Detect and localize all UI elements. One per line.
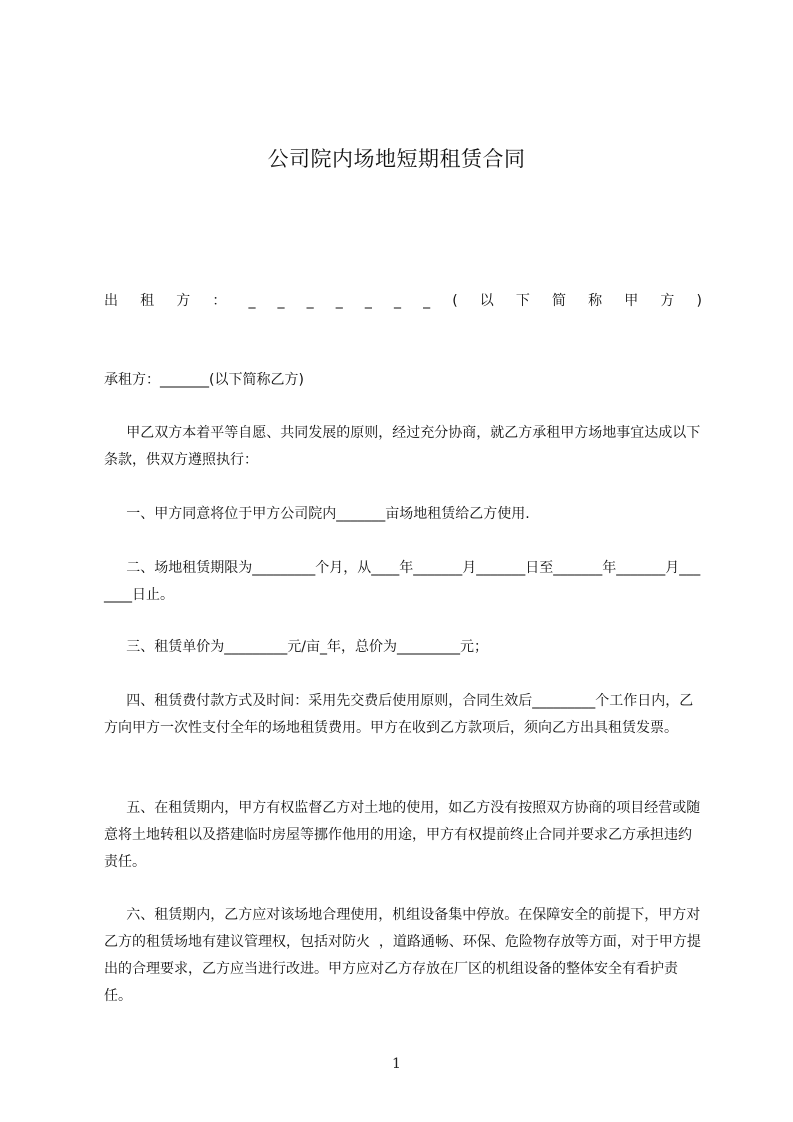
lessor-char: _	[335, 293, 343, 309]
lessor-char: )	[696, 293, 702, 309]
intro-paragraph: 甲乙双方本着平等自愿、共同发展的原则，经过充分协商，就乙方承租甲方场地事宜达成以下条款，供双方遵照执行：	[104, 425, 701, 468]
clause-6: 六、租赁期内，乙方应对该场地合理使用，机组设备集中停放。在保障安全的前提下，甲方对乙方的租赁场地有建议管理权，包括对防火 ，道路通畅、环保、危险物存放等方面，对于甲方提出的合理要求，乙方应当进行改进。甲方应对乙方存放在厂区的机组设备的整体安全有看护责任。	[104, 907, 701, 1004]
lessor-char: _	[393, 293, 401, 309]
lessor-char: 甲	[624, 293, 639, 309]
clause-4: 四、租赁费付款方式及时间：采用先交费后使用原则，合同生效后_________个工作日内，乙方向甲方一次性支付全年的场地租赁费用。甲方在收到乙方款项后，须向乙方出具租赁发票。	[104, 693, 694, 736]
lessor-char: _	[364, 293, 372, 309]
lessor-char: _	[248, 293, 256, 309]
page-number: 1	[392, 1056, 401, 1072]
lessor-char: 方	[176, 293, 191, 309]
clause-1: 一、甲方同意将位于甲方公司院内_______亩场地租赁给乙方使用.	[104, 506, 530, 522]
lessor-char: _	[423, 293, 431, 309]
lessor-char: _	[306, 293, 314, 309]
lessor-char: 简	[552, 293, 566, 309]
lessor-line	[104, 290, 702, 312]
lessor-char: ：	[212, 293, 227, 309]
lessor-char: 以	[479, 293, 494, 309]
lessor-char: _	[277, 293, 285, 309]
lessor-char: 出	[104, 293, 118, 309]
lessor-char: 称	[588, 293, 603, 309]
clause-3: 三、租赁单价为_________元/亩_年，总价为_________元；	[104, 639, 488, 655]
lessor-char: 下	[515, 293, 530, 309]
lessor-char: (	[452, 293, 458, 309]
contract-title: 公司院内场地短期租赁合同	[267, 147, 526, 171]
lessee-line: 承租方：_______(以下简称乙方)	[104, 372, 304, 388]
lessor-char: 租	[140, 293, 155, 309]
lessor-char: 方	[660, 293, 675, 309]
clause-2: 二、场地租赁期限为_________个月，从____年_______月_______日至_______年_______月_______日止。	[104, 560, 701, 603]
clause-5: 五、在租赁期内，甲方有权监督乙方对土地的使用，如乙方没有按照双方协商的项目经营或随意将土地转租以及搭建临时房屋等挪作他用的用途，甲方有权提前终止合同并要求乙方承担违约责任。	[104, 800, 701, 870]
